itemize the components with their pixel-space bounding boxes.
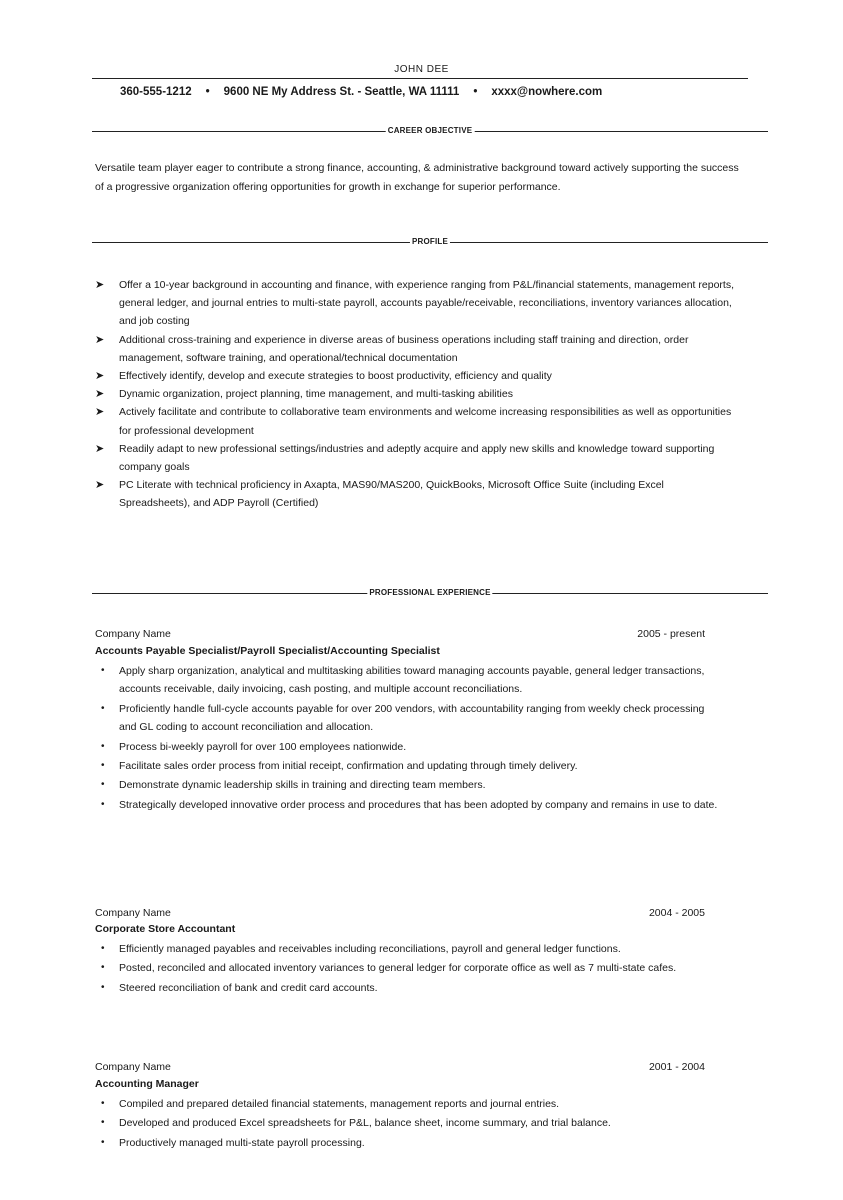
- profile-item: ➤ Readily adapt to new professional settings/industries and adeptly acquire and apply new skills and knowledge toward supporting company goals: [95, 440, 735, 476]
- duty-item: • Posted, reconciled and allocated inventory variances to general ledger for corporate office as well as 7 multi-state cafes.: [95, 959, 720, 977]
- arrow-bullet-icon: ➤: [95, 279, 105, 291]
- company-name: Company Name: [95, 1061, 171, 1073]
- email-address: xxxx@nowhere.com: [491, 86, 603, 98]
- bullet-icon: •: [101, 1117, 105, 1129]
- job-title: Corporate Store Accountant: [95, 923, 236, 935]
- bullet-icon: •: [101, 779, 105, 791]
- duty-item: • Compiled and prepared detailed financial statements, management reports and journal entries.: [95, 1095, 720, 1113]
- profile-list: [95, 276, 735, 513]
- duty-item: • Developed and produced Excel spreadsheets for P&L, balance sheet, income summary, and trial balance.: [95, 1114, 720, 1132]
- bullet-icon: •: [101, 1136, 105, 1148]
- section-title: PROFESSIONAL EXPERIENCE: [369, 588, 491, 597]
- bullet-icon: •: [101, 760, 105, 772]
- arrow-bullet-icon: ➤: [95, 370, 105, 383]
- profile-item: ➤ Dynamic organization, project planning, time management, and multi-tasking abilities: [95, 385, 735, 403]
- section-title: PROFILE: [411, 237, 449, 246]
- employment-dates: 2001 - 2004: [648, 1061, 705, 1073]
- job-title: Accounting Manager: [95, 1078, 199, 1090]
- bullet-icon: •: [101, 798, 105, 810]
- experience-section-heading: [92, 587, 768, 599]
- job-title: Accounts Payable Specialist/Payroll Specialist/Accounting Specialist: [95, 645, 440, 657]
- duty-item: • Apply sharp organization, analytical and multitasking abilities toward managing accounts payable, general ledger transactions, accounts receivable, daily invoicing, cash posting, and multiple account reconciliations.: [95, 662, 720, 699]
- profile-item: ➤ Offer a 10-year background in accounting and finance, with experience ranging from P&L/financial statements, management reports, general ledger, and journal entries to multi-state payroll, accounts payable/receivable, reconciliations, inventory variances allocation, and job costing: [95, 276, 735, 331]
- profile-item: ➤ PC Literate with technical proficiency in Axapta, MAS90/MAS200, QuickBooks, Microsoft Office Suite (including Excel Spreadsheets), and ADP Payroll (Certified): [95, 476, 735, 512]
- section-title: CAREER OBJECTIVE: [387, 126, 473, 135]
- employment-dates: 2005 - present: [637, 628, 705, 640]
- bullet-icon: •: [101, 943, 105, 954]
- job-duties-list: [95, 1095, 720, 1153]
- phone-number: 360-555-1212: [120, 86, 192, 98]
- bullet-icon: •: [101, 962, 105, 974]
- objective-text: Versatile team player eager to contribute a strong finance, accounting, & administrative background toward actively supporting the success of a progressive organization offering opportunities for growth in exchange for superior performance.: [95, 162, 739, 193]
- bullet-icon: •: [101, 981, 105, 993]
- arrow-bullet-icon: ➤: [95, 479, 105, 492]
- company-name: Company Name: [95, 907, 171, 919]
- employment-dates: 2004 - 2005: [648, 907, 705, 919]
- duty-item: • Strategically developed innovative order process and procedures that has been adopted by company and remains in use to date.: [95, 796, 720, 814]
- duty-item: • Facilitate sales order process from initial receipt, confirmation and updating through timely delivery.: [95, 757, 720, 775]
- arrow-bullet-icon: ➤: [95, 333, 105, 346]
- bullet-icon: •: [101, 665, 105, 676]
- bullet-icon: •: [101, 702, 105, 714]
- arrow-bullet-icon: ➤: [95, 388, 105, 401]
- arrow-bullet-icon: ➤: [95, 442, 105, 455]
- job-duties-list: [95, 940, 720, 998]
- profile-item: ➤ Effectively identify, develop and execute strategies to boost productivity, efficiency and quality: [95, 367, 735, 385]
- profile-item: ➤ Additional cross-training and experience in diverse areas of business operations including staff training and direction, order management, software training, and operational/technical documentation: [95, 331, 735, 367]
- duty-item: • Proficiently handle full-cycle accounts payable for over 200 vendors, with accountability ranging from weekly check processing and GL coding to account reconciliation and allocation.: [95, 700, 720, 737]
- objective-section-heading: [92, 125, 768, 137]
- company-name: Company Name: [95, 628, 171, 640]
- mailing-address: 9600 NE My Address St. - Seattle, WA 11111: [223, 86, 460, 98]
- separator-dot: •: [473, 86, 478, 98]
- duty-item: • Steered reconciliation of bank and credit card accounts.: [95, 979, 720, 997]
- duty-item: • Productively managed multi-state payroll processing.: [95, 1134, 720, 1152]
- candidate-name: JOHN DEE: [394, 64, 449, 75]
- header-divider: [92, 78, 748, 79]
- separator-dot: •: [205, 86, 210, 98]
- arrow-bullet-icon: ➤: [95, 406, 105, 419]
- duty-item: • Demonstrate dynamic leadership skills in training and directing team members.: [95, 776, 720, 794]
- profile-item: ➤ Actively facilitate and contribute to collaborative team environments and welcome increasing responsibilities as well as opportunities for professional development: [95, 403, 735, 439]
- job-duties-list: [95, 662, 720, 815]
- profile-section-heading: [92, 236, 768, 248]
- contact-line: [120, 86, 740, 98]
- bullet-icon: •: [101, 740, 105, 752]
- duty-item: • Process bi-weekly payroll for over 100 employees nationwide.: [95, 738, 720, 756]
- duty-item: • Efficiently managed payables and receivables including reconciliations, payroll and general ledger functions.: [95, 940, 720, 958]
- bullet-icon: •: [101, 1098, 105, 1109]
